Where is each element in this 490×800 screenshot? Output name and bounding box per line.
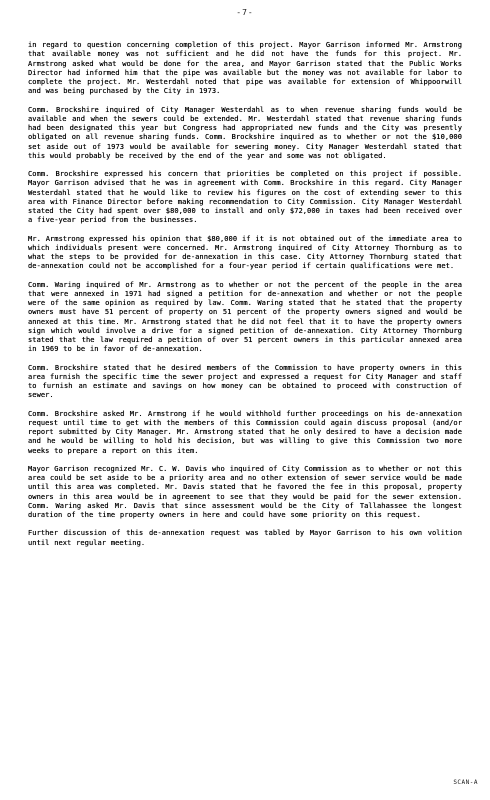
paragraph-petition-percent: Comm. Waring inquired of Mr. Armstrong as to whether or not the percent of the people in the area that were annexed in 1971 had signed a petition for de-annexation and whether or not the people were of the same opinion as required by law. Comm. Waring stated that he stated that the property owners must have 51 percent of property on 51 percent of the property owners signed and would be annexed at this time. Mr. Armstrong stated that he did not feel that it to have the property owners sign which would involve a drive for a signed petition of de-annexation. City Attorney Thornburg stated that the law required a petition of over 51 percent owners in this particular annexed area in 1969 to be in favor of de-annexation.: [28, 279, 462, 354]
paragraph-priorities: Comm. Brockshire expressed his concern that priorities be completed on this project if possible. Mayor Garrison advised that he was in agreement with Comm. Brockshire in this regard. City Manager Westerdahl stated that he would like to review his figures on the cost of extending sewer to this area with Finance Director before making recommendation to City Commission. City Manager Westerdahl stated the City had spent over $80,000 to install and only $72,000 in taxes had been received over a five-year period from the businesses.: [28, 169, 462, 225]
paragraph-revenue-sharing: Comm. Brockshire inquired of City Manager Westerdahl as to when revenue sharing funds would be available and when the sewers could be extended. Mr. Westerdahl stated that revenue sharing funds had been designated this year but Congress had appropriated new funds and the City was presently obligated on all revenue sharing funds. Comm. Brockshire inquired as to whether or not the $10,000 set aside out of 1973 would be available for sewering money. City Manager Westerdahl stated that this would probably be received by the end of the year and some was not obligated.: [28, 104, 462, 160]
paragraph-deannexation-opinion: Mr. Armstrong expressed his opinion that $80,000 if it is not obtained out of the immediate area to which individuals present were concerned. Mr. Armstrong inquired of City Attorney Thornburg as to what the steps to be provided for de-annexation in this case. City Attorney Thornburg stated that de-annexation could not be accomplished for a four-year period if certain qualifications were met.: [28, 233, 462, 271]
paragraph-sewer-estimate-request: Comm. Brockshire stated that he desired members of the Commission to have property owners in this area furnish the specific time the sewer project and expressed a request for City Manager and staff to furnish an estimate and savings on how money can be obtained to proceed with construction of sewer.: [28, 362, 462, 400]
minutes-body: [28, 40, 462, 556]
paragraph-sewer-funding-question: in regard to question concerning completion of this project. Mayor Garrison informed Mr. Armstrong that available money was not sufficient and he did not have the funds for this project. Mr. Armstrong asked what would be done for the area, and Mayor Garrison stated that the Public Works Director had informed him that the pipe was available but the money was not available for labor to complete the project. Mr. Westerdahl noted that pipe was available for extension of Whippoorwill and was being purchased by the City in 1973.: [28, 40, 462, 96]
page-number: -7-: [236, 8, 254, 17]
paragraph-tabled: Further discussion of this de-annexation request was tabled by Mayor Garrison to his own volition until next regular meeting.: [28, 528, 462, 547]
paragraph-priority-area: Mayor Garrison recognized Mr. C. W. Davis who inquired of City Commission as to whether or not this area could be set aside to be a priority area and no other extension of sewer service would be made until this area was completed. Mr. Davis stated that he favored the fee in this proposal, property owners in this area would be in agreement to see that they would be paid for the sewer extension. Comm. Waring asked Mr. Davis that since assessment would be the City of Tallahassee the longest duration of the time property owners in here and could have some priority on this request.: [28, 463, 462, 519]
paragraph-withhold-proceedings: Comm. Brockshire asked Mr. Armstrong if he would withhold further proceedings on his de-annexation request until time to get with the members of this Commission could again discuss proposal (and/or report submitted by City Manager. Mr. Armstrong stated that he only desired to have a decision made and he would be willing to hold his decision, but was willing to give this Commission two more weeks to prepare a report on this item.: [28, 408, 462, 455]
footer-code: SCAN-A: [453, 779, 478, 786]
